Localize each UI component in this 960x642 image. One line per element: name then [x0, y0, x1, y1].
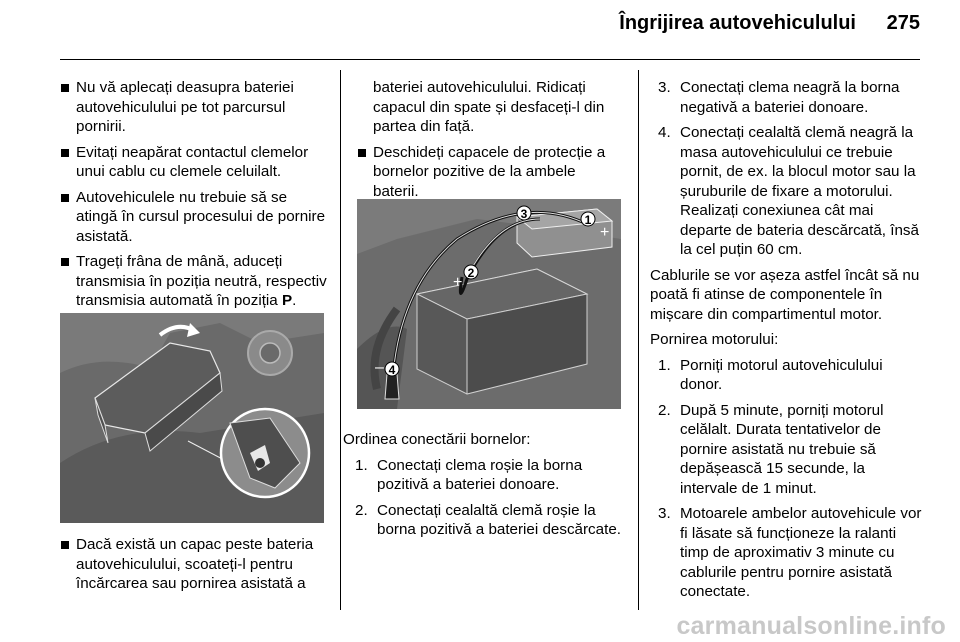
numbered-item: 3. Conectați clema neagră la borna negativă a bateriei donoare. [658, 79, 900, 116]
header-rule [60, 59, 920, 60]
column-2 [357, 78, 625, 207]
plus-sign-discharged: + [453, 274, 463, 291]
bullet-item: Deschideți capacele de protecție a bornelor pozitive de la ambele baterii. [357, 143, 625, 202]
bullet-item: Trageți frâna de mână, aduceți transmisia în poziția neutră, respectiv transmisia automată în poziția P. [60, 252, 328, 311]
battery-cover-figure [60, 313, 324, 523]
bullet-square-icon [61, 258, 69, 266]
page-header-title: Îngrijirea autovehiculului [619, 12, 856, 34]
page-number: 275 [886, 12, 920, 34]
continued-paragraph: bateriei autovehiculului. Ridicați capacul din spate și desfaceți-l din partea din față. [373, 79, 605, 135]
gear-position-p: P [281, 292, 293, 309]
bullet-item: Dacă există un capac peste bateria autovehiculului, scoateți-l pentru încărcarea sau pornirea asistată a [60, 535, 330, 594]
cables-paragraph: Cablurile se vor așeza astfel încât să nu poată fi atinse de componentele în mișcare din compartimentul motor. [650, 266, 920, 323]
numbered-item: 2. Conectați cealaltă clemă roșie la borna pozitivă a bateriei descărcate. [355, 501, 621, 538]
engine-bay-figure [357, 199, 621, 409]
start-title: Pornirea motorului: [650, 331, 779, 348]
bullet-square-icon [61, 541, 69, 549]
numbered-item: 2. După 5 minute, porniți motorul celălalt. Durata tentativelor de pornire asistată nu trebuie să depășească 15 secunde, la intervale de 1 minut. [658, 401, 884, 497]
numbered-item: 3. Motoarele ambelor autovehicule vor fi lăsate să funcționeze la ralanti timp de aproximativ 3 minute cu cablurile pentru pornire asistată conectate. [658, 505, 922, 600]
figure-label-1: 1 [584, 213, 592, 227]
figure-label-3: 3 [520, 207, 528, 221]
bullet-square-icon [61, 84, 69, 92]
bullet-item: Evitați neapărat contactul clemelor unui cablu cu clemele celuilalt. [60, 143, 328, 182]
bullet-square-icon [61, 149, 69, 157]
watermark: carmanualsonline.info [676, 611, 946, 640]
numbered-item: 1. Porniți motorul autovehiculului donor. [658, 356, 883, 393]
order-title: Ordinea conectării bornelor: [343, 431, 531, 448]
column-1 [60, 78, 328, 317]
bullet-square-icon [61, 194, 69, 202]
column-divider-2 [638, 70, 639, 610]
bullet-item: Autovehiculele nu trebuie să se atingă în cursul procesului de pornire asistată. [60, 188, 328, 247]
bullet-square-icon [358, 149, 366, 157]
column-2-lower [343, 430, 627, 546]
plus-sign-donor: + [600, 224, 610, 241]
column-3 [650, 78, 926, 608]
bullet-item: Nu vă aplecați deasupra bateriei autovehiculului pe tot parcursul pornirii. [60, 78, 328, 137]
column-divider-1 [340, 70, 341, 610]
minus-sign-ground: – [375, 359, 384, 376]
numbered-item: 4. Conectați cealaltă clemă neagră la masa autovehiculului ce trebuie pornit, de ex. la blocul motor sau la șuruburile de fixare a motorului. Realizați conexiunea cât mai departe de bateria descărcată, însă la cel puțin 60 cm. [658, 124, 919, 258]
column-1-lower [60, 535, 330, 600]
figure-label-2: 2 [467, 266, 475, 280]
numbered-item: 1. Conectați clema roșie la borna pozitivă a bateriei donoare. [355, 456, 583, 493]
figure-label-4: 4 [388, 363, 396, 377]
